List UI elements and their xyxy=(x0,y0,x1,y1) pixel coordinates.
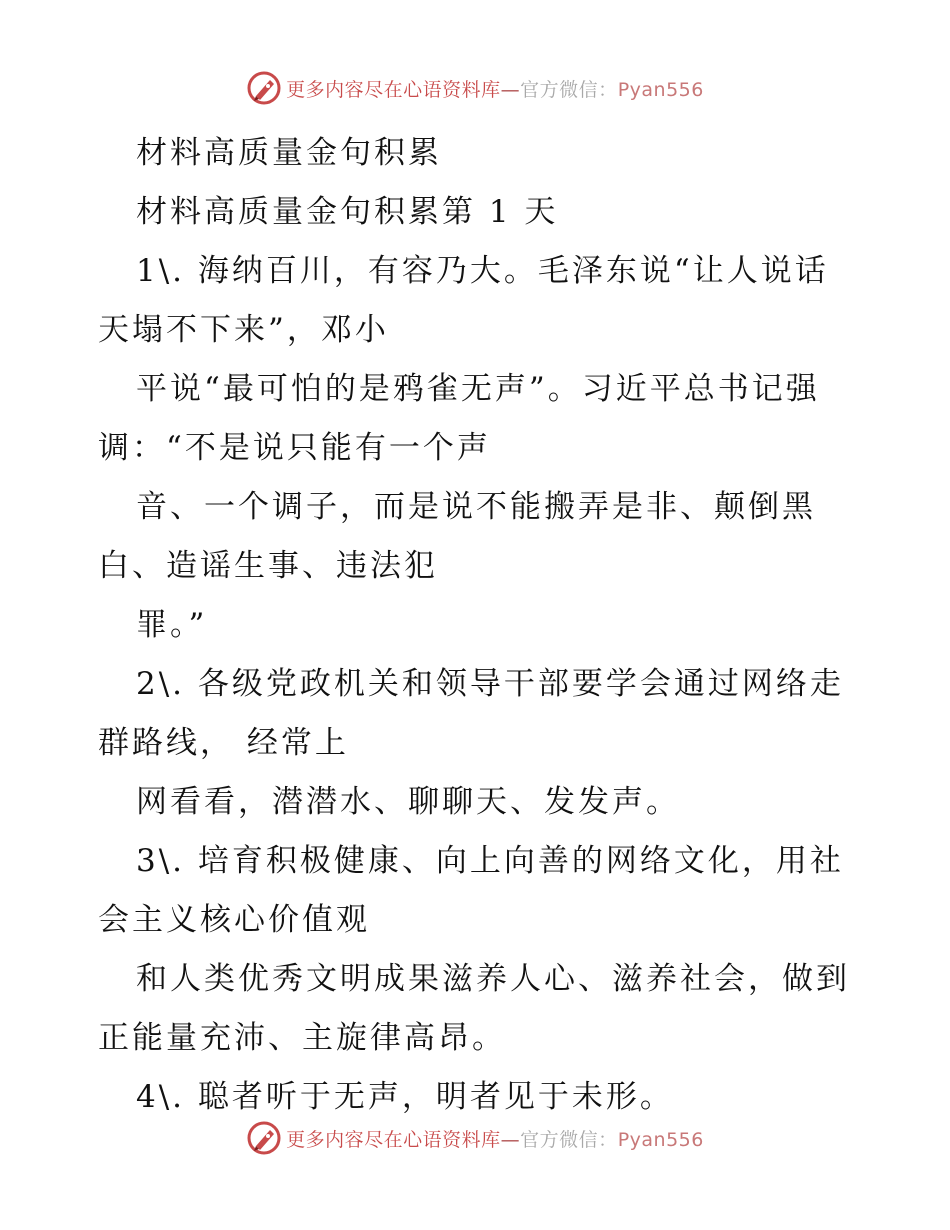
header-banner xyxy=(0,70,950,106)
banner-dash: — xyxy=(500,1128,521,1151)
banner-wechat-id: Pyan556 xyxy=(617,78,704,101)
document-subtitle: 材料高质量金句积累第 1 天 xyxy=(136,194,559,230)
paragraph-line: 3\. 培育积极健康、向上向善的网络文化，用社 xyxy=(136,843,844,879)
banner-wechat-label: 官方微信： xyxy=(520,1128,618,1151)
paragraph-line: 罪。” xyxy=(136,607,208,643)
paragraph-line: 4\. 聪者听于无声，明者见于未形。 xyxy=(136,1079,674,1115)
banner-main-text: 更多内容尽在心语资料库 xyxy=(286,1128,501,1151)
fountain-pen-logo-icon xyxy=(246,1120,282,1156)
banner-dash: — xyxy=(500,78,521,101)
document-body xyxy=(98,124,858,1127)
paragraph-line: 音、一个调子，而是说不能搬弄是非、颠倒黑 xyxy=(136,489,816,525)
paragraph-line: 调：“不是说只能有一个声 xyxy=(98,430,491,466)
paragraph-line: 群路线， 经常上 xyxy=(98,725,349,761)
paragraph-line: 正能量充沛、主旋律高昂。 xyxy=(98,1020,506,1056)
document-title: 材料高质量金句积累 xyxy=(136,135,442,171)
paragraph-line: 和人类优秀文明成果滋养人心、滋养社会，做到 xyxy=(136,961,850,997)
paragraph-line: 平说“最可怕的是鸦雀无声”。习近平总书记强 xyxy=(136,371,820,407)
paragraph-line: 天塌不下来”，邓小 xyxy=(98,312,389,348)
paragraph-line: 2\. 各级党政机关和领导干部要学会通过网络走 xyxy=(136,666,844,702)
banner-text xyxy=(286,1125,704,1152)
paragraph-line: 会主义核心价值观 xyxy=(98,902,370,938)
banner-wechat-id: Pyan556 xyxy=(617,1128,704,1151)
banner-text xyxy=(286,75,704,102)
fountain-pen-logo-icon xyxy=(246,70,282,106)
paragraph-line: 网看看，潜潜水、聊聊天、发发声。 xyxy=(136,784,680,820)
banner-main-text: 更多内容尽在心语资料库 xyxy=(286,78,501,101)
paragraph-line: 白、造谣生事、违法犯 xyxy=(98,548,438,584)
banner-wechat-label: 官方微信： xyxy=(520,78,618,101)
paragraph-line: 1\. 海纳百川，有容乃大。毛泽东说“让人说话 xyxy=(136,253,829,289)
footer-banner xyxy=(0,1120,950,1156)
